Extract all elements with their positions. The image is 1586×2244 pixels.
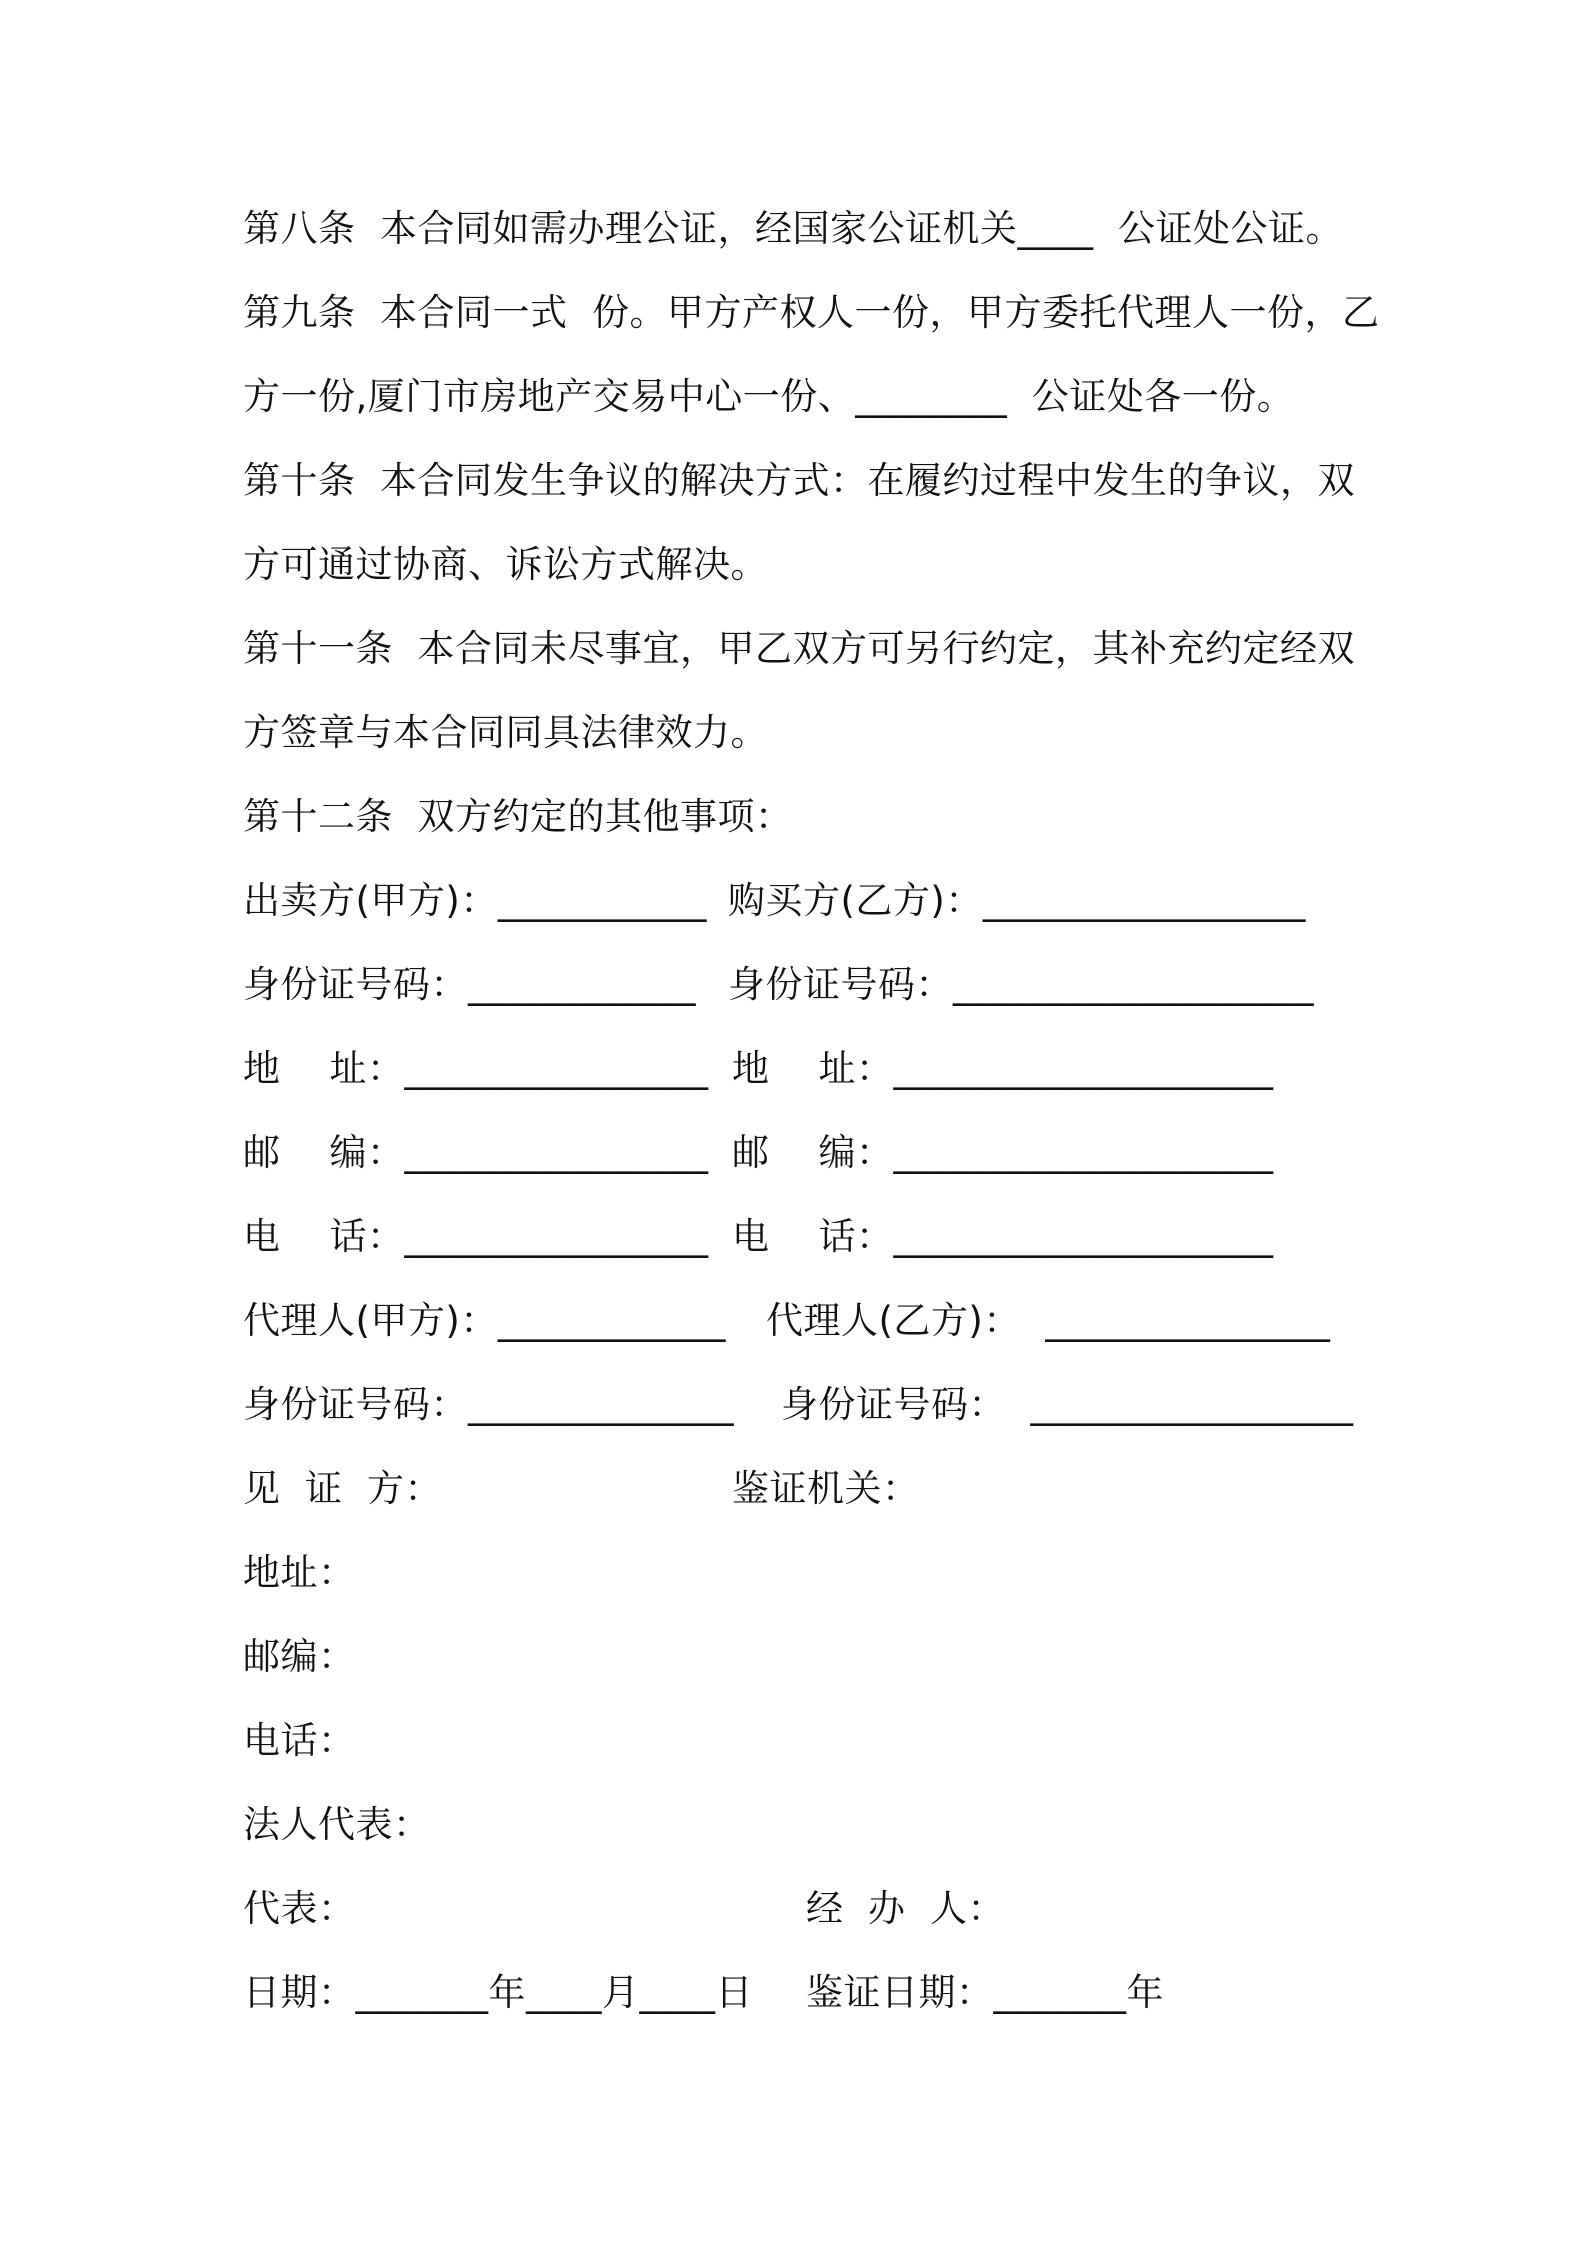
article-9-line-2: 方一份,厦门市房地产交易中心一份、________ 公证处各一份。 xyxy=(243,375,1295,418)
article-10-line-2: 方可通过协商、诉讼方式解决。 xyxy=(243,543,768,586)
article-10-line-1: 第十条 本合同发生争议的解决方式：在履约过程中发生的争议，双 xyxy=(243,459,1356,502)
seller-id-field: 身份证号码：____________ xyxy=(243,963,696,1006)
rep-label: 代表： xyxy=(243,1887,356,1930)
buyer-agent-field: 代理人(乙方)： _______________ xyxy=(766,1299,1331,1342)
buyer-field: 购买方(乙方)：_________________ xyxy=(728,879,1306,922)
seller-postcode-field: 邮 编：________________ xyxy=(243,1131,709,1174)
buyer-id-field: 身份证号码：___________________ xyxy=(728,963,1314,1006)
buyer-address-field: 地 址：____________________ xyxy=(732,1047,1274,1090)
seller-agent-id-field: 身份证号码：______________ xyxy=(243,1383,734,1426)
witness-address-label: 地址： xyxy=(243,1551,356,1594)
authority-label: 鉴证机关： xyxy=(732,1467,920,1510)
article-9-line-1: 第九条 本合同一式 份。甲方产权人一份，甲方委托代理人一份，乙 xyxy=(243,291,1380,334)
witness-phone-label: 电话： xyxy=(243,1719,356,1762)
date-field: 日期：_______年____月____日 xyxy=(243,1971,753,2014)
seller-address-field: 地 址：________________ xyxy=(243,1047,709,1090)
seller-phone-field: 电 话：________________ xyxy=(243,1215,709,1258)
buyer-agent-id-field: 身份证号码： _________________ xyxy=(781,1383,1354,1426)
article-11-line-1: 第十一条 本合同未尽事宜，甲乙双方可另行约定，其补充约定经双 xyxy=(243,627,1356,670)
seller-agent-field: 代理人(甲方)：____________ xyxy=(243,1299,726,1342)
article-8: 第八条 本合同如需办理公证，经国家公证机关____ 公证处公证。 xyxy=(243,207,1344,250)
legal-rep-label: 法人代表： xyxy=(243,1803,431,1846)
witness-label: 见 证 方： xyxy=(243,1467,443,1510)
witness-postcode-label: 邮编： xyxy=(243,1635,356,1678)
buyer-phone-field: 电 话：____________________ xyxy=(732,1215,1274,1258)
article-11-line-2: 方签章与本合同同具法律效力。 xyxy=(243,711,768,754)
article-12: 第十二条 双方约定的其他事项： xyxy=(243,795,793,838)
handler-label: 经 办 人： xyxy=(806,1887,1006,1930)
auth-date-field: 鉴证日期：_______年 xyxy=(806,1971,1164,2014)
seller-field: 出卖方(甲方)：___________ xyxy=(243,879,707,922)
buyer-postcode-field: 邮 编：____________________ xyxy=(732,1131,1274,1174)
